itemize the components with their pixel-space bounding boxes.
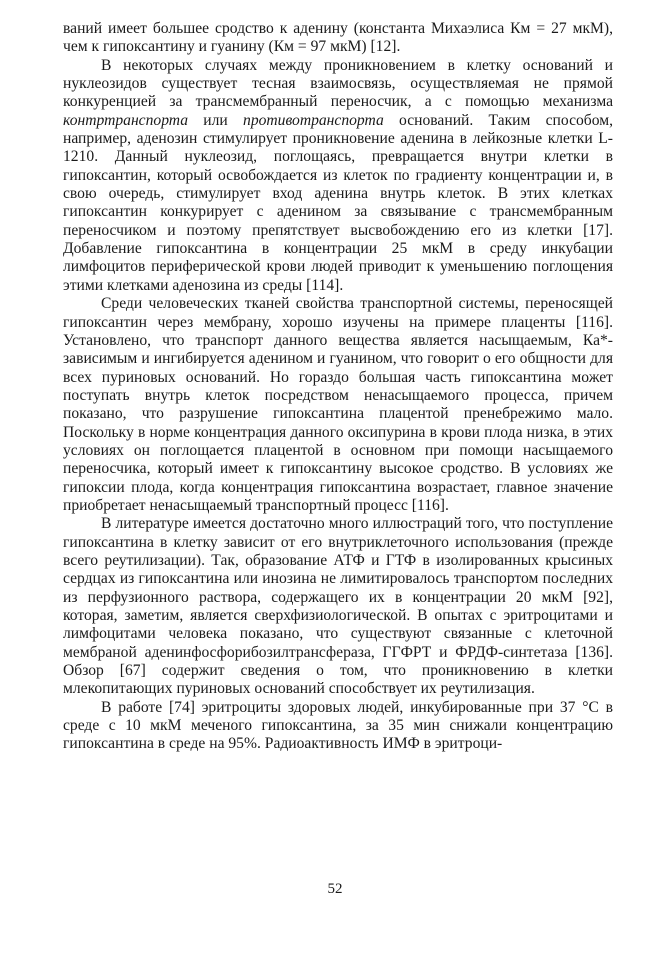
paragraph	[63, 515, 613, 698]
text-run: ваний имеет большее сродство к аденину (константа Михаэлиса Км = 27 мкМ), чем к гипоксантину и гуанину (Км = 97 мкМ) [12].	[63, 20, 613, 56]
text-run: Среди человеческих тканей свойства транспортной системы, переносящей гипоксантин через мембрану, хорошо изучены на примере плаценты [116]. Установлено, что транспорт данного вещества является насыщаемым, Ка*-зависимым и ингибируется аденином и гуанином, что говорит о его общности для всех пуриновых оснований. Но гораздо большая часть гипоксантина может поступать внутрь клеток посредством ненасыщаемого процесса, причем показано, что разрушение гипоксантина плацентой пренебрежимо мало. Поскольку в норме концентрация данного оксипурина в крови плода низка, в этих условиях он поглощается плацентой в основном при помощи насыщаемого переносчика, который имеет к гипоксантину высокое сродство. В условиях же гипоксии плода, когда концентрация гипоксантина возрастает, главное значение приобретает ненасыщаемый транспортный процесс [116].	[63, 295, 613, 514]
text-run: оснований. Таким способом, например, аденозин стимулирует проникновение аденина в лейкозные клетки L-1210. Данный нуклеозид, поглощаясь, превращается внутри клетки в гипоксантин, который освобождается из клеток по градиенту концентрации и, в свою очередь, стимулирует вход аденина внутрь клеток. В этих клетках гипоксантин конкурирует с аденином за связывание с трансмембранным переносчиком и поэтому препятствует высвобождению его из клетки [17]. Добавление гипоксантина в концентрации 25 мкМ в среду инкубации лимфоцитов периферической крови людей приводит к уменьшению поглощения этими клетками аденозина из среды [114].	[63, 111, 613, 294]
paragraph	[63, 699, 613, 754]
text-run: В литературе имеется достаточно много иллюстраций того, что поступление гипоксантина в клетку зависит от его внутриклеточного использования (прежде всего реутилизации). Так, образование АТФ и ГТФ в изолированных крысиных сердцах из гипоксантина или инозина не лимитировалось транспортом последних из перфузионного раствора, содержащего их в концентрации 20 мкМ [92], которая, заметим, является сверхфизиологической. В опытах с эритроцитами и лимфоцитами человека показано, что существуют связанные с клеточной мембраной аденинфосфорибозилтрансфераза, ГГФРТ и ФРДФ-синтетаза [136]. Обзор [67] содержит сведения о том, что проникновению в клетки млекопитающих пуриновых оснований способствует их реутилизация.	[63, 515, 613, 698]
italic-term: контртранспорта	[63, 111, 189, 129]
text-run: В работе [74] эритроциты здоровых людей, инкубированные при 37 °С в среде с 10 мкМ меченого гипоксантина, за 35 мин снижали концентрацию гипоксантина в среде на 95%. Радиоактивность ИМФ в эритроци-	[63, 698, 613, 753]
text-run: или	[188, 111, 244, 129]
paragraph	[63, 20, 613, 57]
body-text	[63, 20, 613, 754]
text-run: В некоторых случаях между проникновением в клетку оснований и нуклеозидов существует тесная взаимосвязь, осуществляемая не прямой конкуренцией за трансмембранный переносчик, а с помощью механизма	[63, 56, 613, 111]
italic-term: противотранспорта	[243, 111, 384, 129]
paragraph	[63, 295, 613, 515]
page-number: 52	[327, 881, 343, 897]
paragraph	[63, 57, 613, 295]
